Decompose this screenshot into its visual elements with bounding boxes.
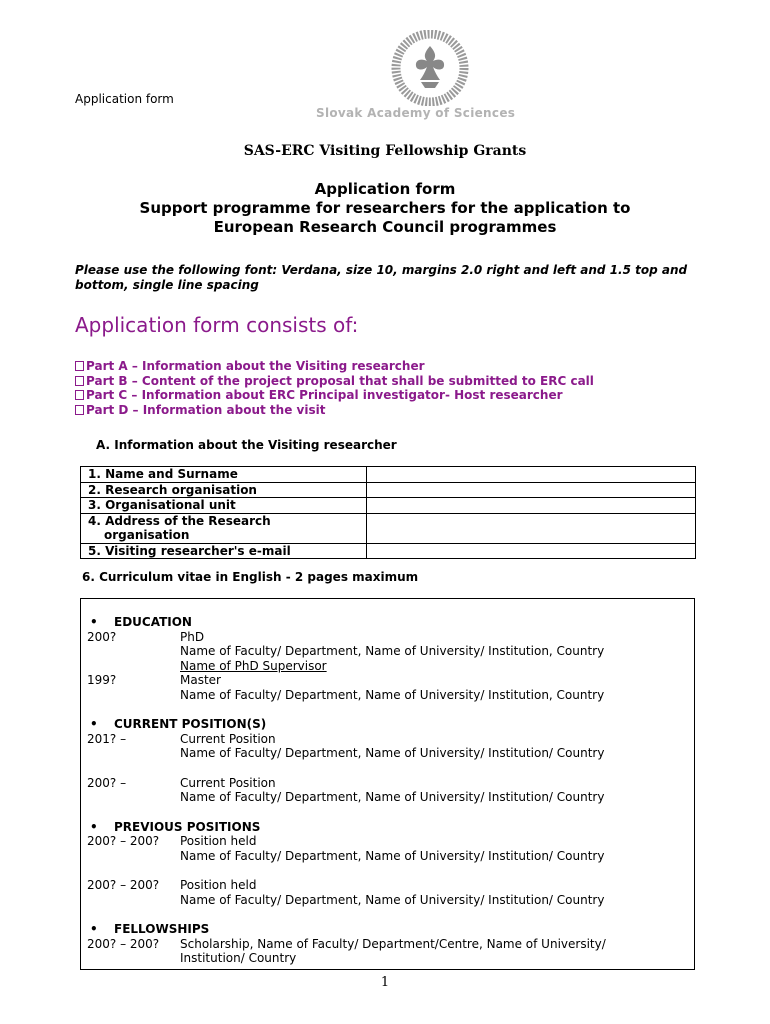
list-item: Name of Faculty/ Department, Name of University/ Institution/ Country — [180, 848, 605, 863]
list-item: 199? Master — [87, 673, 221, 687]
list-item: Part B – Content of the project proposal that shall be submitted to ERC call — [75, 374, 594, 389]
previous-positions-heading: • PREVIOUS POSITIONS — [90, 819, 261, 834]
bullet-icon: • — [90, 922, 98, 936]
checkbox-bullet-icon — [75, 390, 84, 400]
education-heading: • EDUCATION — [90, 615, 192, 629]
table-row — [81, 543, 696, 559]
bullet-icon: • — [90, 717, 98, 731]
list-item: 200? – 200? Position held — [87, 878, 257, 892]
checkbox-bullet-icon — [75, 405, 84, 415]
field-label: 1. Name and Surname — [81, 467, 367, 483]
field-label: 4. Address of the Research organisation — [81, 513, 367, 543]
cv-content — [87, 615, 687, 966]
list-item: Name of Faculty/ Department, Name of University/ Institution, Country — [180, 687, 605, 702]
page-number: 1 — [380, 975, 390, 990]
list-item: 200? – 200? Scholarship, Name of Faculty/ Department/Centre, Name of University/ — [87, 936, 606, 951]
table-row — [81, 482, 696, 498]
field-label: 3. Organisational unit — [81, 498, 367, 514]
list-item: Part D – Information about the visit — [75, 403, 594, 418]
address-field[interactable] — [367, 513, 696, 543]
consists-heading: Application form consists of: — [75, 313, 359, 337]
list-item: 200? PhD — [87, 629, 205, 644]
form-title-line1: Application form — [314, 180, 456, 198]
list-item: Name of Faculty/ Department, Name of University/ Institution/ Country — [180, 746, 605, 760]
bullet-icon: • — [90, 819, 98, 834]
table-row — [81, 467, 696, 483]
font-instructions: Please use the following font: Verdana, size 10, margins 2.0 right and left and 1.5 top and bottom, single line spacing — [75, 263, 688, 292]
cv-heading: 6. Curriculum vitae in English - 2 pages maximum — [82, 570, 419, 584]
form-title-line2: Support programme for researchers for the application to — [139, 199, 631, 217]
form-title — [75, 180, 695, 237]
list-item — [87, 659, 687, 674]
researcher-info-table — [80, 466, 696, 559]
list-item: 201? – Current Position — [87, 731, 276, 746]
cv-box[interactable] — [80, 598, 695, 970]
checkbox-bullet-icon — [75, 376, 84, 386]
name-surname-field[interactable] — [367, 467, 696, 483]
list-item: Name of Faculty/ Department, Name of University/ Institution, Country — [180, 644, 605, 658]
form-title-line3: European Research Council programmes — [213, 218, 557, 236]
field-label: 2. Research organisation — [81, 482, 367, 498]
email-field[interactable] — [367, 543, 696, 559]
list-item: Part A – Information about the Visiting researcher — [75, 359, 594, 374]
list-item: Institution/ Country — [180, 951, 297, 965]
research-organisation-field[interactable] — [367, 482, 696, 498]
list-item: Name of Faculty/ Department, Name of University/ Institution/ Country — [180, 892, 605, 907]
list-item: 200? – Current Position — [87, 775, 276, 790]
fellowships-heading: • FELLOWSHIPS — [90, 922, 210, 936]
bullet-icon: • — [90, 615, 98, 629]
table-row — [81, 513, 696, 543]
section-a-heading: A. Information about the Visiting researcher — [96, 438, 397, 452]
sas-seal-icon — [385, 30, 475, 106]
header-left-label: Application form — [75, 92, 174, 106]
organisational-unit-field[interactable] — [367, 498, 696, 514]
parts-list — [75, 359, 594, 417]
table-row — [81, 498, 696, 514]
current-position-heading: • CURRENT POSITION(S) — [90, 717, 267, 731]
phd-supervisor: Name of PhD Supervisor — [180, 658, 327, 673]
organisation-name: Slovak Academy of Sciences — [316, 106, 516, 120]
checkbox-bullet-icon — [75, 361, 84, 371]
list-item: 200? – 200? Position held — [87, 834, 257, 848]
field-label: 5. Visiting researcher's e-mail — [81, 543, 367, 559]
list-item: Name of Faculty/ Department, Name of University/ Institution/ Country — [180, 790, 605, 804]
grant-title: SAS-ERC Visiting Fellowship Grants — [243, 143, 527, 159]
list-item: Part C – Information about ERC Principal investigator- Host researcher — [75, 388, 594, 403]
